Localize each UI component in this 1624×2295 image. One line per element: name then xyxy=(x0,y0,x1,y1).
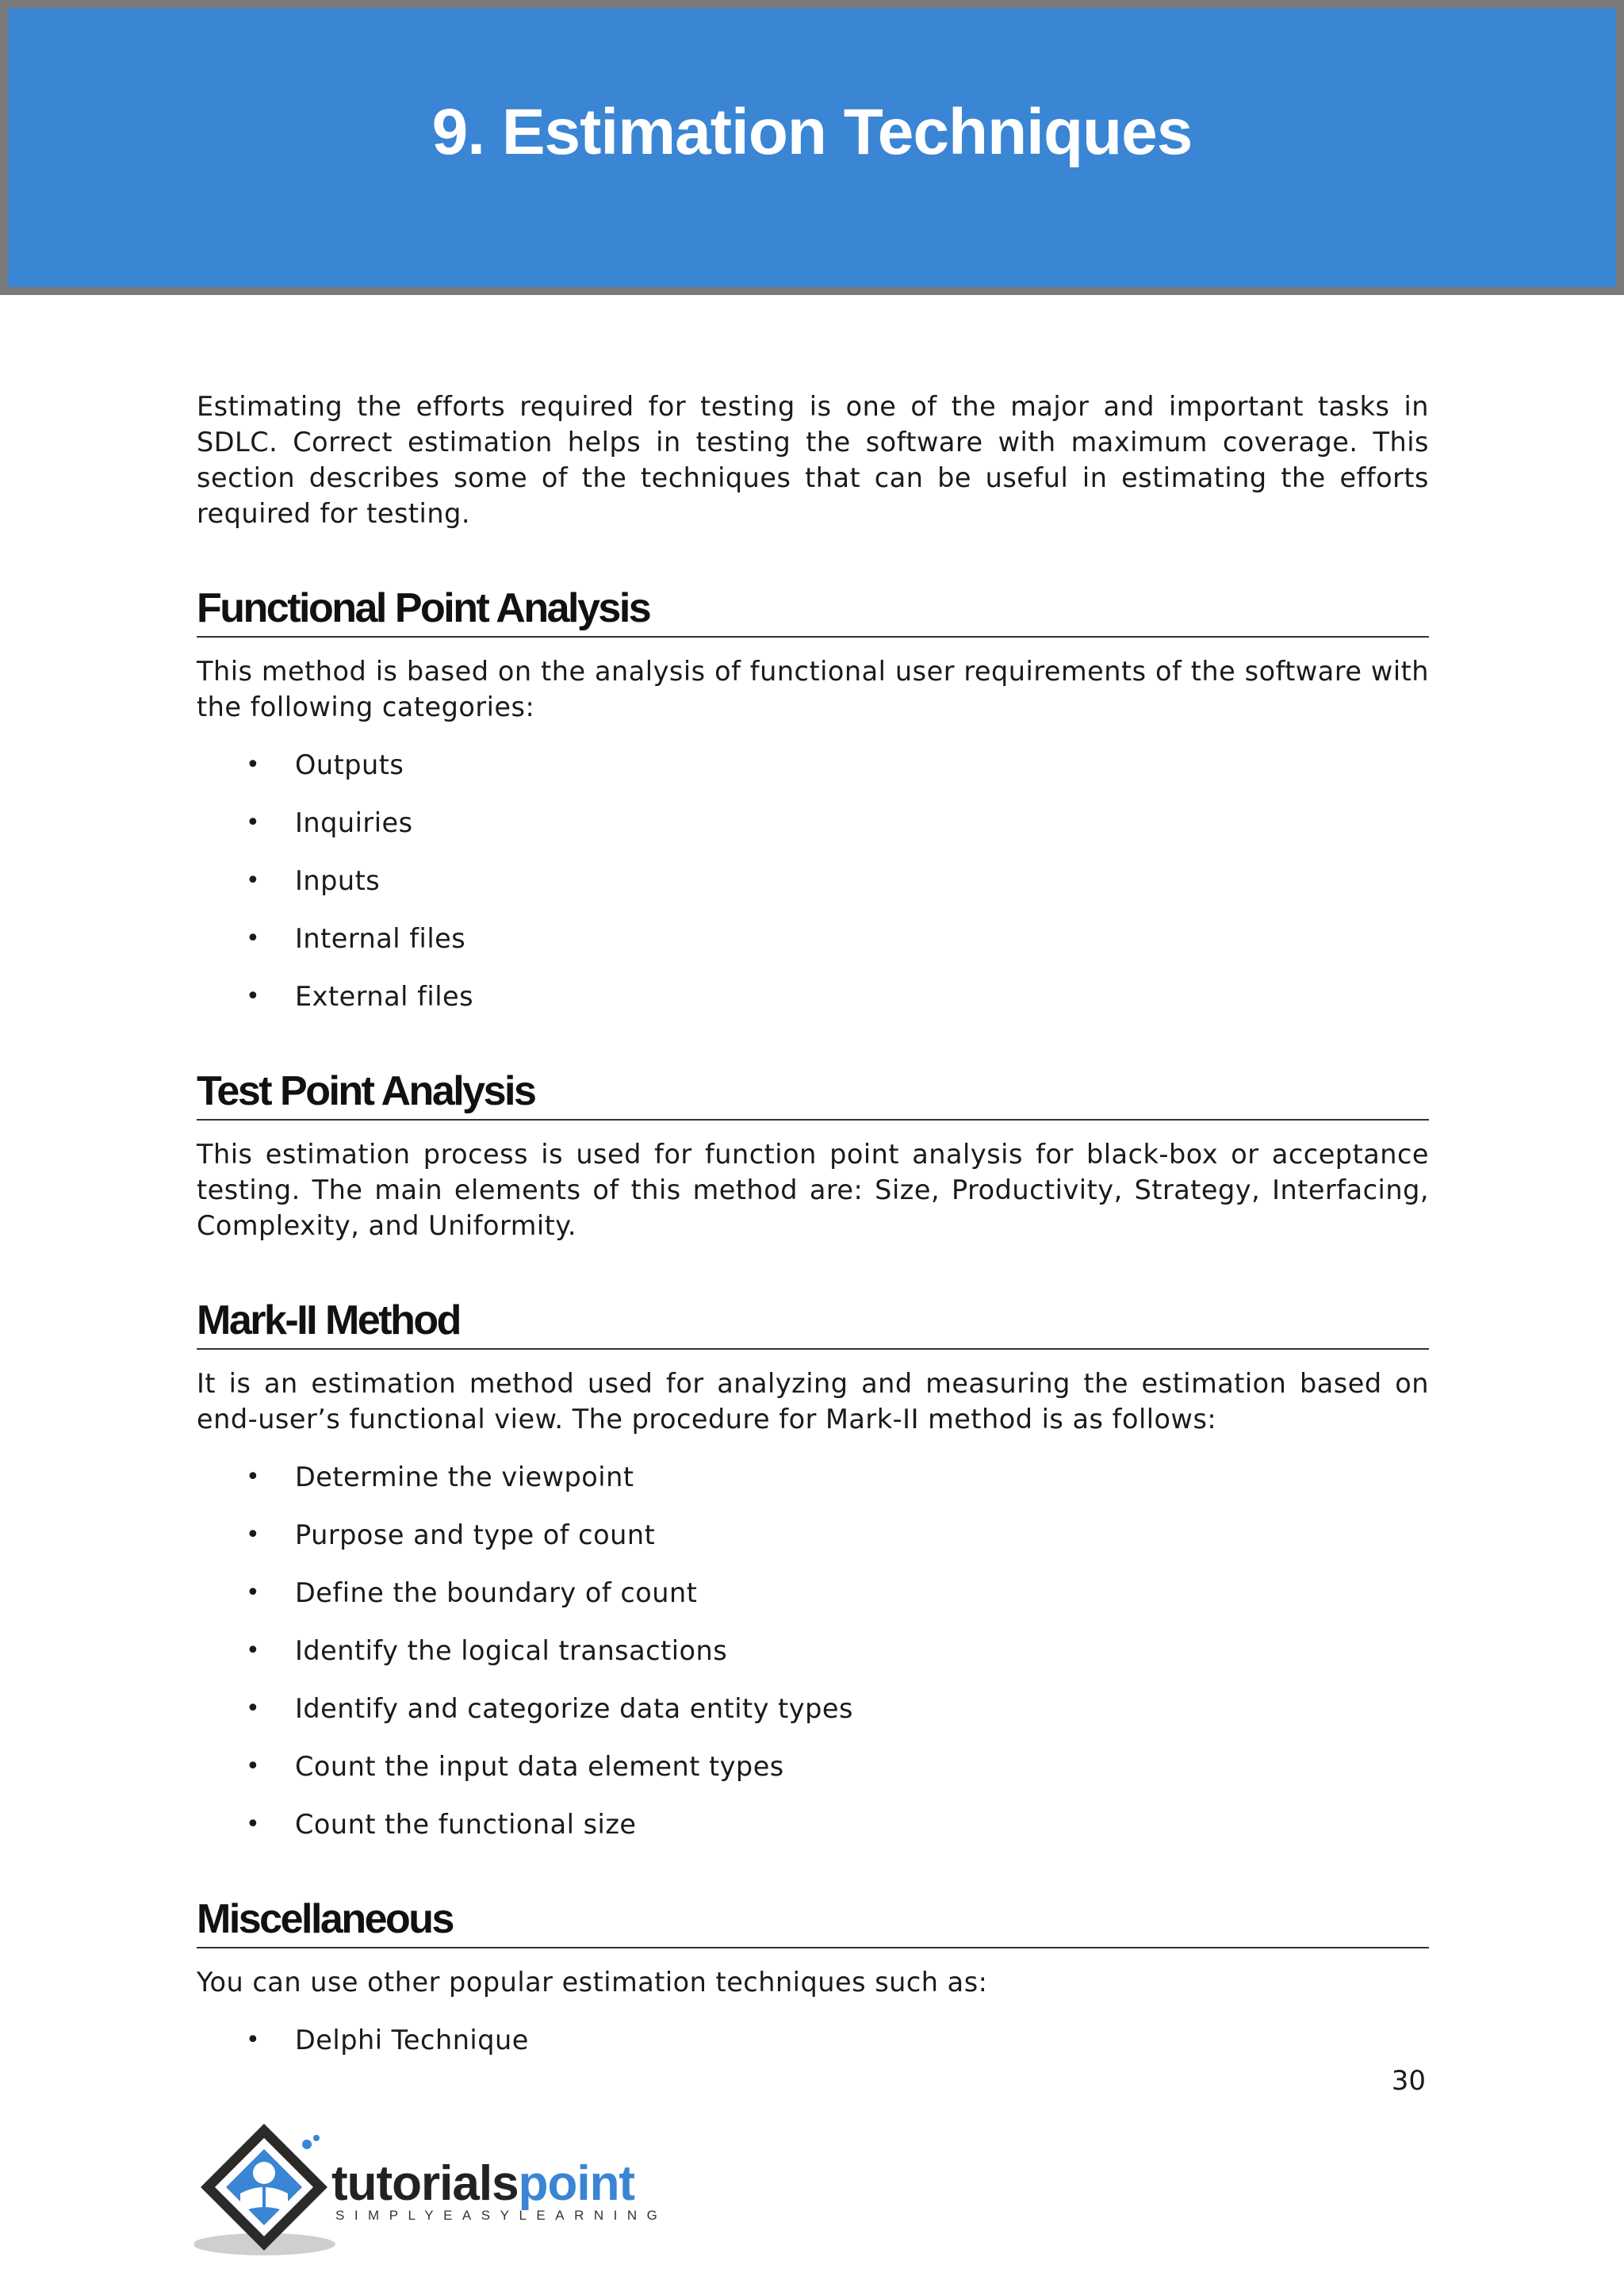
bullet-list xyxy=(197,1459,1429,1842)
list-item-text: Count the functional size xyxy=(295,1809,637,1840)
logo-diamond-icon xyxy=(194,2117,345,2260)
list-item xyxy=(197,805,1429,841)
list-item-text: Count the input data element types xyxy=(295,1751,784,1782)
page-number: 30 xyxy=(1391,2065,1426,2097)
list-item xyxy=(197,979,1429,1014)
list-item-text: Delphi Technique xyxy=(295,2025,529,2056)
bullet-icon: • xyxy=(246,1637,261,1665)
list-item-text: Determine the viewpoint xyxy=(295,1462,634,1492)
list-item xyxy=(197,863,1429,898)
list-item xyxy=(197,1517,1429,1553)
bullet-icon: • xyxy=(246,1463,261,1491)
list-item xyxy=(197,1806,1429,1842)
bullet-icon: • xyxy=(246,1695,261,1722)
chapter-title: 9. Estimation Techniques xyxy=(431,96,1193,168)
bullet-icon: • xyxy=(246,925,261,952)
list-item-text: Inputs xyxy=(295,865,381,896)
bullet-icon: • xyxy=(246,809,261,837)
list-item xyxy=(197,921,1429,956)
bullet-list xyxy=(197,747,1429,1014)
list-item xyxy=(197,747,1429,783)
list-item-text: Purpose and type of count xyxy=(295,1519,656,1550)
logo-name-part1: tutorials xyxy=(331,2156,519,2211)
section-mark-ii-method xyxy=(197,1296,1429,1842)
list-item xyxy=(197,1749,1429,1784)
logo-tagline: SIMPLYEASYLEARNING xyxy=(335,2208,668,2223)
section-paragraph: This estimation process is used for function point analysis for black-box or acceptance testing. The main elements of this method are: Size, Productivity, Strategy, Interfacing, Complexity, and Uniformity. xyxy=(197,1139,1429,1241)
list-item xyxy=(197,1633,1429,1669)
bullet-icon: • xyxy=(246,1521,261,1549)
logo-name-part2: point xyxy=(518,2156,635,2211)
bullet-icon: • xyxy=(246,1753,261,1780)
list-item-text: Identify and categorize data entity types xyxy=(295,1693,853,1724)
list-item xyxy=(197,1691,1429,1726)
bullet-icon: • xyxy=(246,1579,261,1607)
list-item-text: Outputs xyxy=(295,749,404,780)
list-item xyxy=(197,2022,1429,2058)
list-item-text: Internal files xyxy=(295,923,466,954)
list-item-text: External files xyxy=(295,981,474,1012)
section-heading: Miscellaneous xyxy=(197,1895,1429,1948)
list-item xyxy=(197,1575,1429,1611)
section-heading: Functional Point Analysis xyxy=(197,584,1429,638)
list-item-text: Define the boundary of count xyxy=(295,1577,698,1608)
bullet-icon: • xyxy=(246,1810,261,1838)
list-item-text: Identify the logical transactions xyxy=(295,1635,728,1666)
chapter-banner xyxy=(0,0,1624,295)
bullet-icon: • xyxy=(246,983,261,1010)
section-functional-point-analysis xyxy=(197,584,1429,1014)
bullet-icon: • xyxy=(246,2026,261,2054)
chapter-banner-fill xyxy=(8,8,1616,287)
bullet-icon: • xyxy=(246,751,261,779)
bullet-list xyxy=(197,2022,1429,2058)
bullet-icon: • xyxy=(246,867,261,895)
logo-wordmark xyxy=(331,2155,634,2212)
section-paragraph: You can use other popular estimation techniques such as: xyxy=(197,1967,988,1998)
list-item xyxy=(197,1459,1429,1495)
section-paragraph: It is an estimation method used for analyzing and measuring the estimation based on end-user’s functional view. The procedure for Mark-II method is as follows: xyxy=(197,1368,1429,1435)
section-test-point-analysis xyxy=(197,1067,1429,1243)
page-content xyxy=(197,389,1429,2058)
section-paragraph: This method is based on the analysis of functional user requirements of the software with the following categories: xyxy=(197,656,1429,722)
intro-paragraph: Estimating the efforts required for testing is one of the major and important tasks in SDLC. Correct estimation helps in testing the software with maximum coverage. This section describes some of the techniques that can be useful in estimating the efforts required for testing. xyxy=(197,391,1429,529)
section-miscellaneous xyxy=(197,1895,1429,2058)
section-heading: Test Point Analysis xyxy=(197,1067,1429,1121)
tutorialspoint-logo xyxy=(194,2117,670,2260)
section-heading: Mark-II Method xyxy=(197,1296,1429,1350)
list-item-text: Inquiries xyxy=(295,807,413,838)
